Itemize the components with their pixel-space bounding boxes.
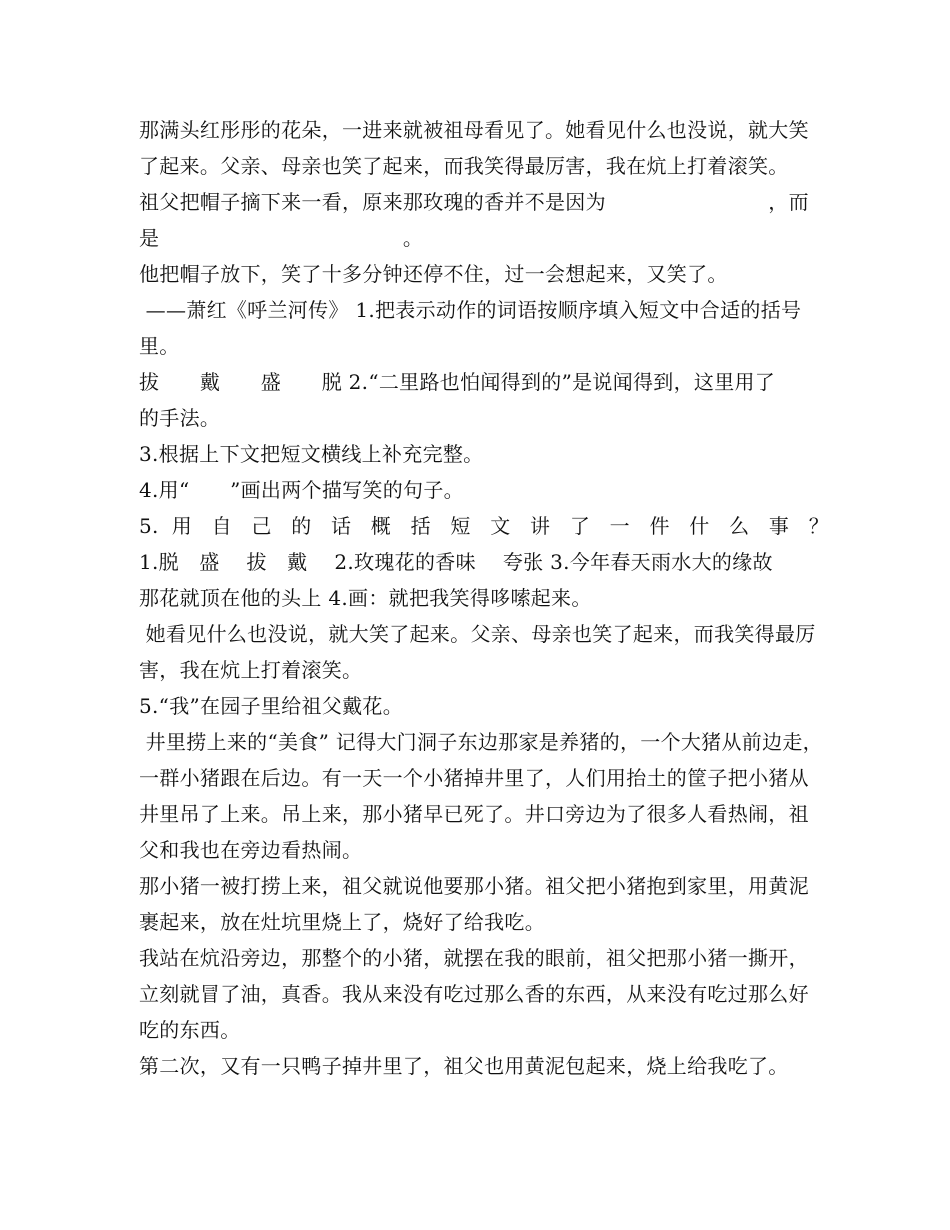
question-4: 4.用“ ”画出两个描写笑的句子。 <box>139 478 464 502</box>
paragraph-rose-fragrance: 祖父把帽子摘下来一看，原来那玫瑰的香并不是因为 ，而是 。 <box>139 190 809 250</box>
source-and-question-1: ——萧红《呼兰河传》 1.把表示动作的词语按顺序填入短文中合适的括号里。 <box>139 298 802 358</box>
question-3: 3.根据上下文把短文横线上补充完整。 <box>139 442 484 466</box>
answer-4-sentence: 她看见什么也没说，就大笑了起来。父亲、母亲也笑了起来，而我笑得最厉害，我在炕上打着滚笑。 <box>139 622 816 682</box>
question-5: 5. 用 自 己 的 话 概 括 短 文 讲 了 一 件 什 么 事 ？ <box>139 514 829 538</box>
answer-5: 5.“我”在园子里给祖父戴花。 <box>139 694 404 718</box>
paragraph-duck: 第二次，又有一只鸭子掉井里了，祖父也用黄泥包起来，烧上给我吃了。 <box>139 1054 789 1078</box>
paragraph-hat-down: 他把帽子放下，笑了十多分钟还停不住，过一会想起来，又笑了。 <box>139 262 728 286</box>
paragraph-well-food-title-and-piglet: 井里捞上来的“美食” 记得大门洞子东边那家是养猪的，一个大猪从前边走，一群小猪跟在后边。有一天一个小猪掉井里了，人们用抬土的筐子把小猪从井里吊了上来。吊上来，那小猪早已死了。井口旁边为了很多人看热闹，祖父和我也在旁边看热闹。 <box>139 730 823 862</box>
question-1-words-and-question-2: 拔 戴 盛 脱 2.“二里路也怕闻得到的”是说闻得到，这里用了 的手法。 <box>139 370 836 430</box>
document-body <box>139 112 836 1084</box>
paragraph-grandmother-laughs: 那满头红彤彤的花朵，一进来就被祖母看见了。她看见什么也没说，就大笑了起来。父亲、母亲也笑了起来，而我笑得最厉害，我在炕上打着滚笑。 <box>139 118 809 178</box>
answers-1-to-4: 1.脱 盛 拔 戴 2.玫瑰花的香味 夸张 3.今年春天雨水大的缘故 那花就顶在他的头上 4.画：就把我笑得哆嗦起来。 <box>139 550 814 610</box>
paragraph-eating-piglet: 我站在炕沿旁边，那整个的小猪，就摆在我的眼前，祖父把那小猪一撕开，立刻就冒了油，真香。我从来没有吃过那么香的东西，从来没有吃过那么好吃的东西。 <box>139 946 809 1042</box>
paragraph-grandfather-wants-piglet: 那小猪一被打捞上来，祖父就说他要那小猪。祖父把小猪抱到家里，用黄泥裹起来，放在灶坑里烧上了，烧好了给我吃。 <box>139 874 809 934</box>
